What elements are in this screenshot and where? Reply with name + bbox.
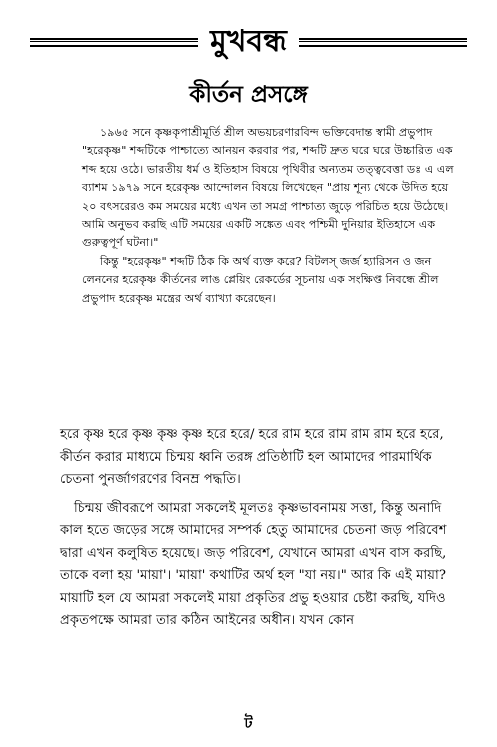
page-number: ট [244,714,253,732]
chapter-header [30,20,467,64]
section-title: কীর্তন প্রসঙ্গে [189,82,308,108]
chapter-title: মুখবন্ধ [210,24,287,59]
preface-paragraph: ১৯৬৫ সনে কৃষ্ণকৃপাশ্রীমূর্তি শ্রীল অভয়চরণারবিন্দ ভক্তিবেদান্ত স্বামী প্রভুপাদ "হরেকৃষ্ণ" শব্দটিকে পাশ্চাত্যে আনয়ন করবার পর, শব্দটি দ্রুত ঘরে ঘরে উচ্চারিত এক শব্দ হয়ে ওঠে। ভারতীয় ধর্ম ও ইতিহাস বিষয়ে পৃথিবীর অন্যতম তত্ত্ববেত্তা ডঃ এ এল ব্যাশম ১৯৭৯ সনে হরেকৃষ্ণ আন্দোলন বিষয়ে লিখেছেন "প্রায় শূন্য থেকে উদিত হয়ে ২০ বৎসরেরও কম সময়ের মধ্যে এখন তা সমগ্র পাশ্চাত্য জুড়ে পরিচিত হয়ে উঠেছে। আমি অনুভব করছি এটি সময়ের একটি সঙ্কেত এবং পশ্চিমী দুনিয়ার ইতিহাসে এক গুরুত্বপূর্ণ ঘটনা।" [82,126,454,250]
body-paragraph: হরে কৃষ্ণ হরে কৃষ্ণ কৃষ্ণ কৃষ্ণ হরে হরে/ হরে রাম হরে রাম রাম রাম হরে হরে, কীর্তন করার মাধ্যমে চিন্ময় ধ্বনি তরঙ্গ প্রতিষ্ঠাটি হল আমাদের পারমার্থিক চেতনা পুনর্জাগরণের বিনম্র পদ্ধতি। [60,427,444,487]
preface-paragraph: কিন্তু "হরেকৃষ্ণ" শব্দটি ঠিক কি অর্থ ব্যক্ত করে? বিটলস্ জর্জ হ্যারিসন ও জন লেননের হরেকৃষ্ণ কীর্তনের লাঙ প্লেয়িং রেকর্ডের সূচনায় এক সংক্ষিপ্ত নিবন্ধে শ্রীল প্রভুপাদ হরেকৃষ্ণ মন্ত্রের অর্থ ব্যাখ্যা করেছেন। [82,254,439,305]
body-text [60,424,460,639]
right-ornamental-rule [299,38,467,47]
left-ornamental-rule [30,38,198,47]
body-paragraph: চিন্ময় জীবরূপে আমরা সকলেই মূলতঃ কৃষ্ণভাবনাময় সত্তা, কিন্তু অনাদি কাল হতে জড়ের সঙ্গে আমাদের সম্পর্ক হেতু আমাদের চেতনা জড় পরিবেশ দ্বারা এখন কলুষিত হয়েছে। জড় পরিবেশ, যেখানে আমরা এখন বাস করছি, তাকে বলা হয় 'মায়া'। 'মায়া' কথাটির অর্থ হল "যা নয়।" আর কি এই মায়া? মায়াটি হল যে আমরা সকলেই মায়া প্রকৃতির প্রভু হওয়ার চেষ্টা করছি, যদিও প্রকৃতপক্ষে আমরা তার কঠিন আইনের অধীন। যখন কোন [60,500,447,628]
preface-text [82,124,462,308]
